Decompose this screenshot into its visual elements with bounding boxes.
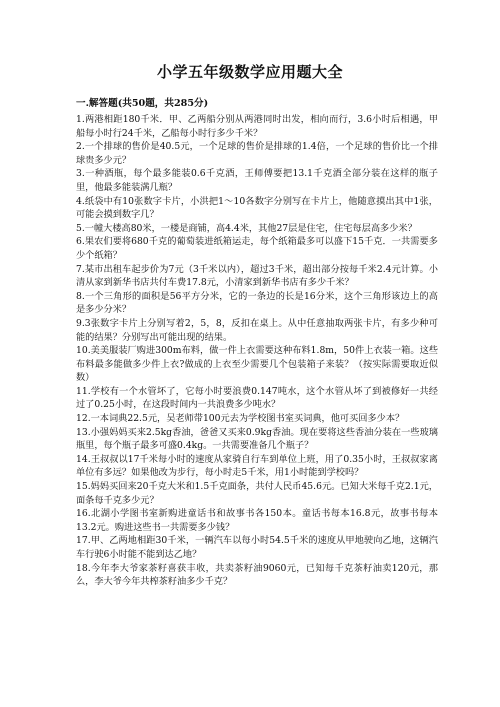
question-item: 17.甲、乙两地相距30千米，一辆汽车以每小时54.5千米的速度从甲地驶向乙地，这辆汽车行驶6小时能不能到达乙地？ bbox=[76, 535, 438, 560]
question-item: 14.王叔叔以17千米每小时的速度从家骑自行车到单位上班，用了0.35小时，王叔叔家离单位有多远？如果他改为步行，每小时走5千米，用1小时能到学校吗？ bbox=[76, 453, 438, 479]
question-item: 2.一个排球的售价是40.5元，一个足球的售价是排球的1.4倍，一个足球的售价比一个排球贵多少元？ bbox=[76, 141, 438, 166]
question-item: 8.一个三角形的面积是56平方分米，它的一条边的长是16分米，这个三角形该边上的高是多少分米？ bbox=[76, 290, 438, 316]
question-item: 6.果农们要将680千克的葡萄装进纸箱运走，每个纸箱最多可以盛下15千克．一共需要多少个纸箱？ bbox=[76, 236, 438, 261]
question-item: 5.一幢大楼高80米，一楼是商铺，高4.4米，其他27层是住宅，住宅每层高多少米？ bbox=[76, 222, 417, 234]
question-item: 3.一种酒瓶，每个最多能装0.6千克酒，王师傅要把13.1千克酒全部分装在这样的瓶子里，他最多能装满几瓶？ bbox=[76, 168, 438, 193]
question-item: 18.今年李大爷家茶籽喜获丰收，共卖茶籽油9060元，已知每千克茶籽油卖120元，那么，李大爷今年共榨茶籽油多少千克？ bbox=[76, 562, 438, 588]
question-item: 7.某市出租车起步价为7元（3千米以内），超过3千米，超出部分按每千米2.4元计算。小清从家到新华书店共付车费17.8元，小清家到新华书店有多少千米？ bbox=[76, 263, 438, 289]
question-item: 11.学校有一个水管坏了，它每小时要浪费0.147吨水，这个水管从坏了到被修好一共经过了0.25小时，在这段时间内一共浪费多少吨水？ bbox=[76, 385, 438, 411]
question-item: 12.一本词典22.5元，吴老师带100元去为学校图书室买词典，他可买回多少本？ bbox=[76, 413, 405, 425]
question-item: 1.两港相距180千米．甲、乙两船分别从两港同时出发，相向而行，3.6小时后相遇，甲船每小时行24千米，乙船每小时行多少千米？ bbox=[76, 114, 438, 139]
section-heading: 一.解答题(共50题，共285分) bbox=[76, 98, 209, 109]
question-item: 10.美美服装厂购进300m布料，做一件上衣需要这种布料1.8m，50件上衣装一箱。这些布料最多能做多少件上衣?做成的上衣至少需要几个包装箱子来装？（按实际需要取近似数） bbox=[76, 345, 438, 384]
question-item: 9.3张数字卡片上分别写着2，5，8，反扣在桌上。从中任意抽取两张卡片，有多少种可能的结果？分别写出可能出现的结果。 bbox=[76, 317, 438, 343]
question-item: 15.妈妈买回来20千克大米和1.5千克面条，共付人民币45.6元。已知大米每千克2.1元，面条每千克多少元？ bbox=[76, 481, 438, 506]
question-item: 13.小强妈妈买来2.5kg香油，爸爸又买来0.9kg香油。现在要将这些香油分装在一些玻璃瓶里，每个瓶子最多可盛0.4kg。一共需要准备几个瓶子？ bbox=[76, 426, 438, 452]
question-list bbox=[76, 113, 438, 589]
question-item: 4.纸袋中有10张数字卡片，小洪把1～10各数字分别写在卡片上，他随意摸出其中1张，可能会摸到数字几？ bbox=[76, 195, 438, 221]
page-title: 小学五年级数学应用题大全 bbox=[156, 63, 343, 81]
question-item: 16.北湖小学图书室新购进童话书和故事书各150本。童话书每本16.8元，故事书每本13.2元。购进这些书一共需要多少钱？ bbox=[76, 508, 438, 533]
